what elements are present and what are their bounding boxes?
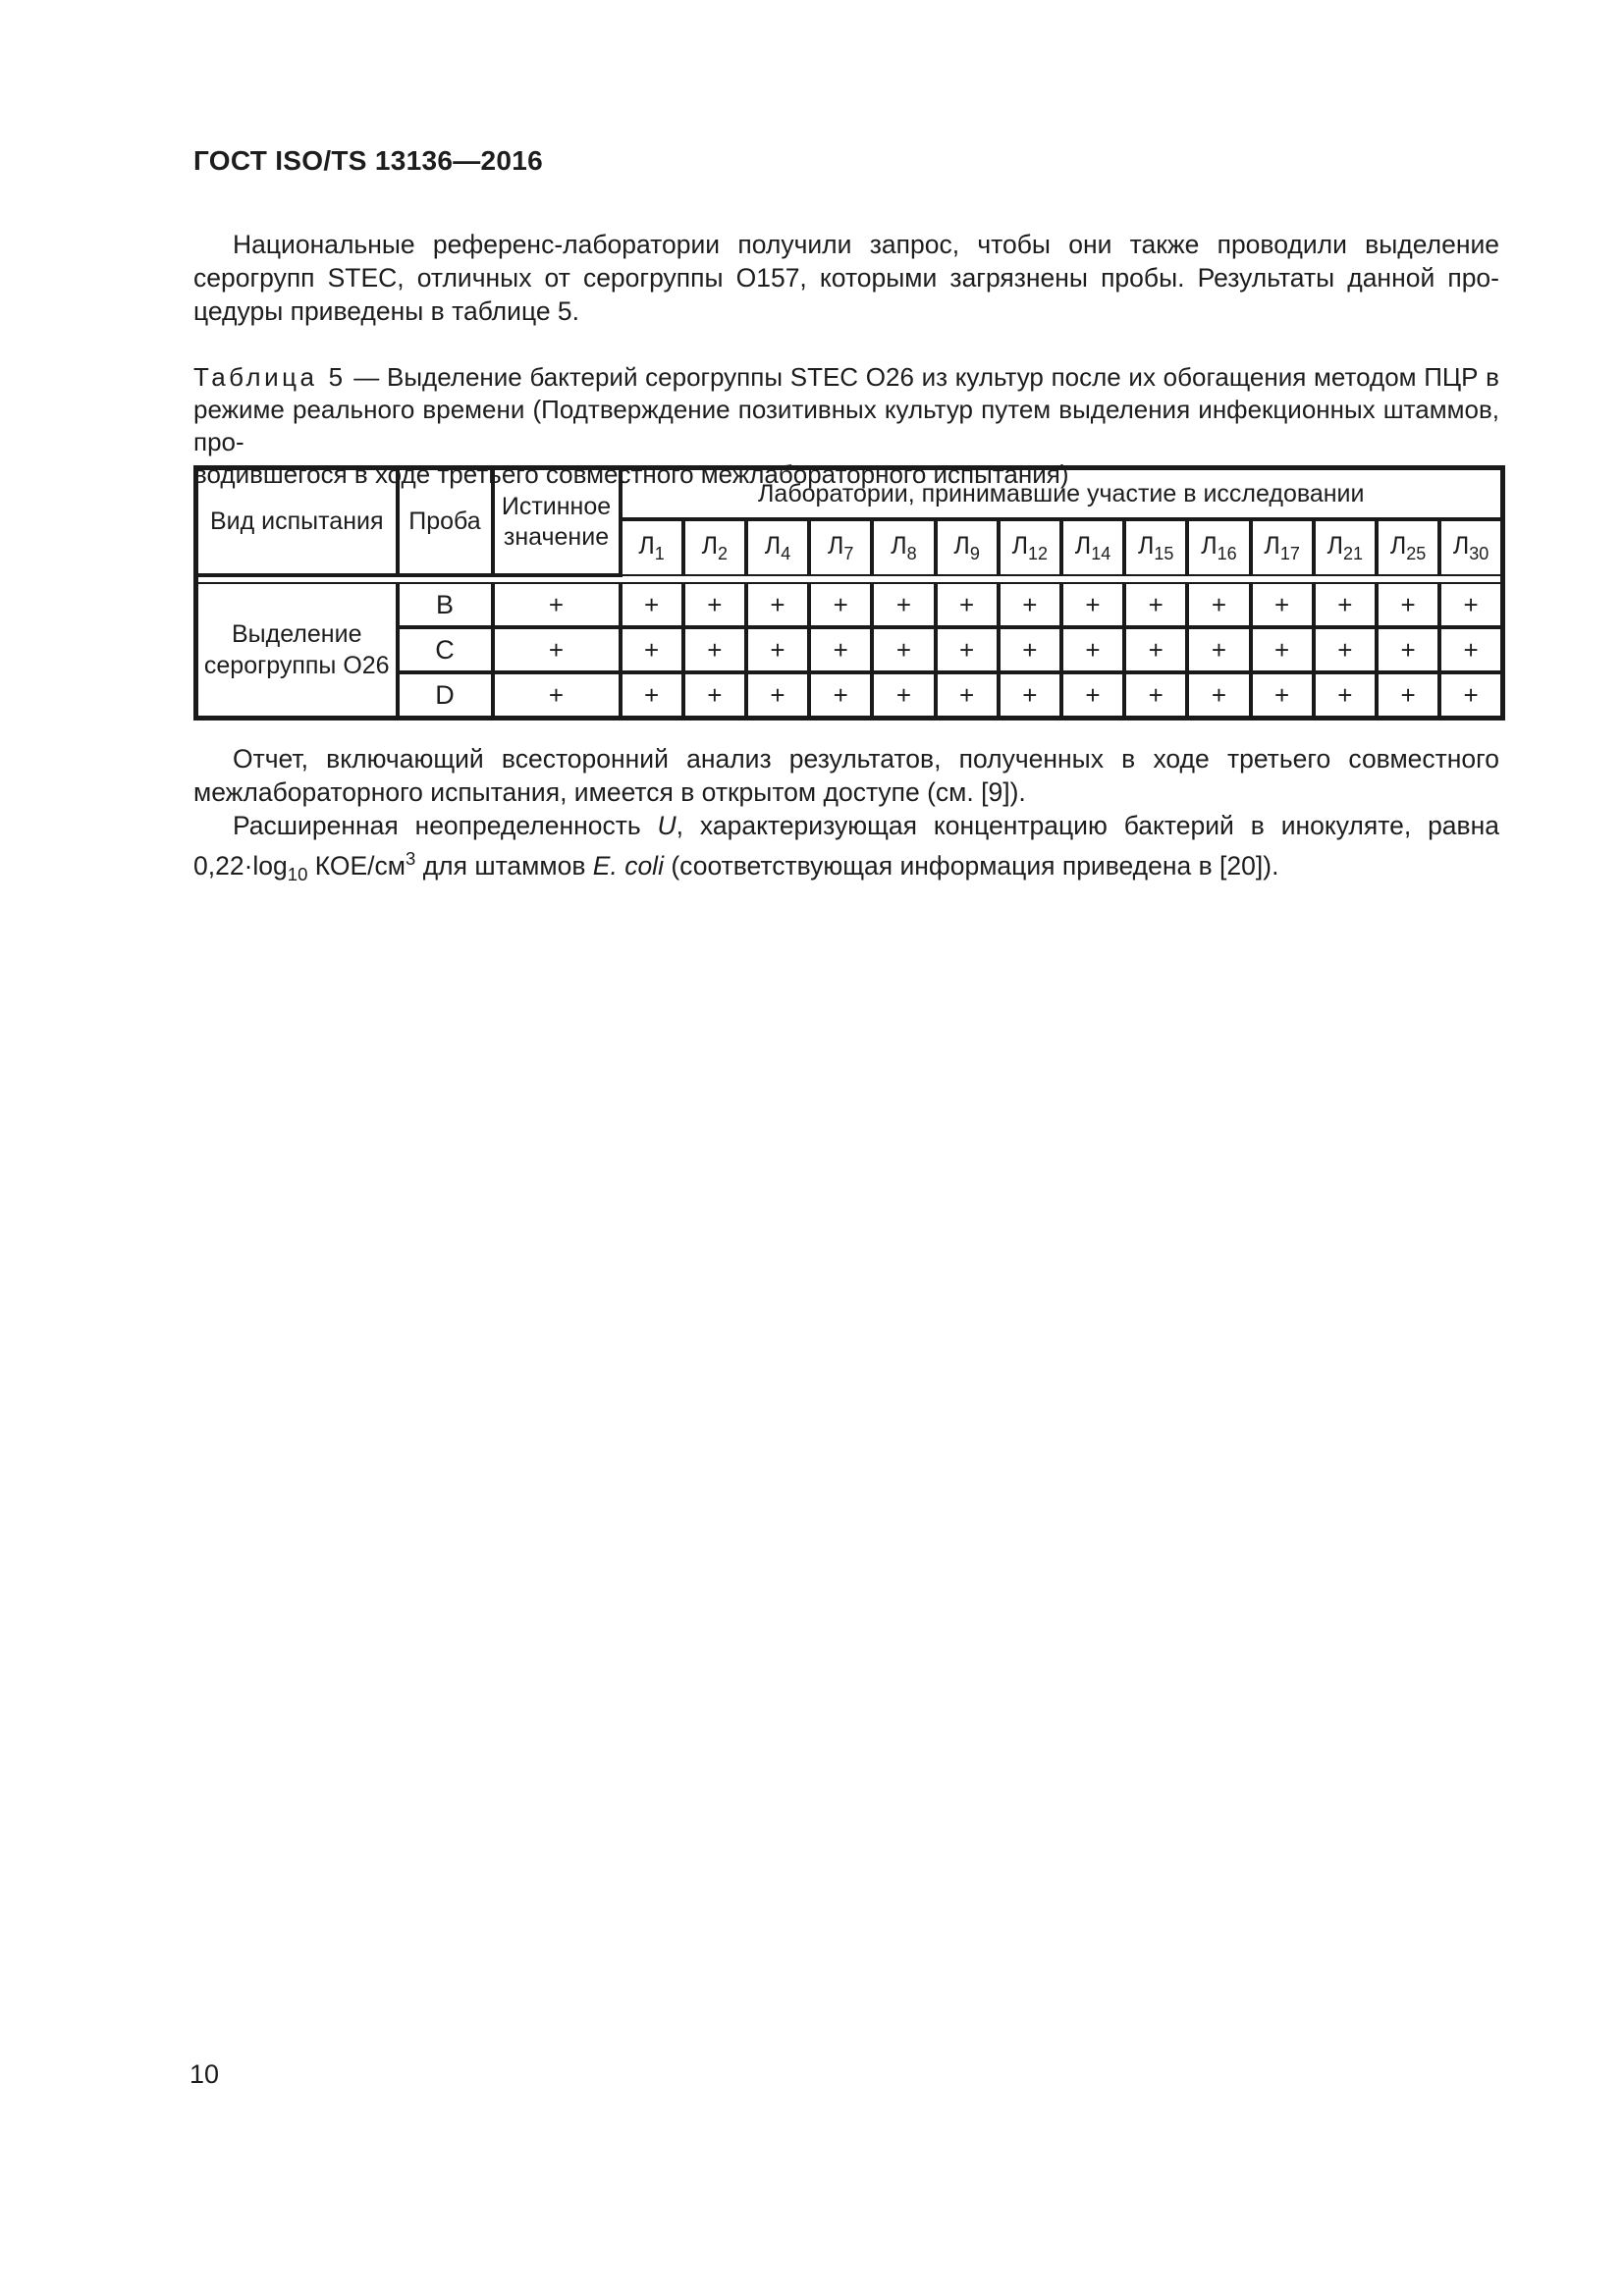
result-cell: + [1187,672,1250,719]
result-cell: + [621,627,683,672]
lab-index: 8 [906,543,917,563]
result-cell: + [1061,627,1124,672]
result-cell: + [936,627,999,672]
result-cell: + [936,583,999,627]
lab-column-header [683,519,746,575]
col-header-test-type: Вид испытания [196,468,398,576]
text-run: , характеризующая концентрацию бактерий в инокуляте, равна [676,811,1499,840]
result-cell: + [1377,627,1439,672]
lab-index: 15 [1154,543,1174,563]
labs-group-header: Лаборатории, принимавшие участие в исследовании [621,468,1503,520]
table-body [196,583,1503,719]
lab-index: 9 [969,543,980,563]
result-cell: + [872,627,935,672]
text-line [193,361,1499,394]
result-cell: + [1314,583,1377,627]
lab-index: 4 [781,543,791,563]
lab-column-header [936,519,999,575]
sample-cell: C [398,627,493,672]
lab-column-header [999,519,1061,575]
text-run: Отчет, включающий всесторонний анализ результатов, полученных в ходе третьего совместного [233,744,1499,774]
result-cell: + [1377,672,1439,719]
table-header-row-1 [196,468,1503,520]
paragraph-report [193,742,1499,809]
text-run: 3 [406,848,416,869]
lab-column-header [746,519,809,575]
text-line [193,228,1499,261]
lab-index: 30 [1469,543,1489,563]
result-cell: + [809,627,872,672]
paragraph-intro [193,228,1499,328]
lab-column-header [809,519,872,575]
text-run: Таблица 5 [193,362,347,392]
table-head [196,468,1503,584]
lab-index: 14 [1091,543,1111,563]
table-row [196,583,1503,627]
lab-letter: Л [828,531,844,560]
lab-letter: Л [764,531,782,560]
text-line [193,775,1499,809]
lab-column-header [621,519,683,575]
text-line [193,742,1499,775]
result-cell: + [1251,583,1314,627]
text-run: КОЕ/см [307,850,406,881]
col-header-true-value: Истинное значение [493,468,621,576]
text-run: цедуры приведены в таблице 5. [193,296,580,326]
result-cell: + [683,672,746,719]
result-cell: + [1314,627,1377,672]
text-line [193,394,1499,458]
result-cell: + [872,672,935,719]
lab-index: 7 [843,543,854,563]
result-cell: + [1124,672,1187,719]
lab-letter: Л [701,531,718,560]
result-cell: + [746,583,809,627]
sample-cell: B [398,583,493,627]
result-cell: + [999,627,1061,672]
result-cell: + [1251,672,1314,719]
result-cell: + [1124,627,1187,672]
page-number: 10 [189,2059,220,2089]
lab-column-header [872,519,935,575]
result-cell: + [683,583,746,627]
result-cell: + [1377,583,1439,627]
true-value-cell: + [493,672,621,719]
text-run: E. coli [592,850,664,881]
result-cell: + [936,672,999,719]
result-cell: + [621,672,683,719]
text-run: — Выделение бактерий серогруппы STEC O26 из культур после их обогащения методом ПЦР в [346,362,1499,392]
lab-index: 2 [718,543,729,563]
text-line [193,809,1499,842]
text-run: 0,22·log [193,850,288,881]
lab-column-header [1251,519,1314,575]
text-run: Расширенная неопределенность [233,811,658,840]
header-body-separator [196,575,1503,583]
text-run: (соответствующая информация приведена в [20]). [663,850,1279,881]
true-value-cell: + [493,583,621,627]
lab-column-header [1377,519,1439,575]
results-table [193,465,1505,721]
result-cell: + [1124,583,1187,627]
text-run: для штаммов [415,850,593,881]
result-cell: + [746,627,809,672]
result-cell: + [999,583,1061,627]
result-cell: + [1439,583,1502,627]
text-line [193,842,1499,891]
result-cell: + [1187,627,1250,672]
result-cell: + [1314,672,1377,719]
row-group-label: Выделение серогруппы O26 [196,583,398,719]
lab-index: 25 [1406,543,1427,563]
result-cell: + [1439,672,1502,719]
text-line [193,261,1499,294]
lab-letter: Л [953,531,970,560]
lab-column-header [1439,519,1502,575]
text-run: серогрупп STEC, отличных от серогруппы O157, которыми загрязнены пробы. Результаты данной про- [193,263,1499,293]
result-cell: + [1439,627,1502,672]
lab-letter: Л [638,531,655,560]
lab-index: 17 [1279,543,1300,563]
text-line [193,294,1499,328]
lab-index: 12 [1028,543,1049,563]
lab-index: 1 [654,543,665,563]
lab-index: 21 [1343,543,1364,563]
lab-index: 16 [1217,543,1237,563]
result-cell: + [809,583,872,627]
lab-letter: Л [891,531,907,560]
result-cell: + [872,583,935,627]
text-run: режиме реального времени (Подтверждение позитивных культур путем выделения инфекционных штаммов, про- [193,395,1499,456]
lab-column-header [1314,519,1377,575]
lab-letter: Л [1138,531,1155,560]
lab-letter: Л [1326,531,1344,560]
lab-letter: Л [1201,531,1218,560]
paragraph-uncertainty [193,809,1499,891]
lab-column-header [1124,519,1187,575]
result-cell: + [1061,583,1124,627]
document-header-title: ГОСТ ISO/TS 13136—2016 [193,145,544,176]
text-run: межлабораторного испытания, имеется в открытом доступе (см. [9]). [193,777,1026,807]
result-cell: + [999,672,1061,719]
text-run: 10 [287,864,308,885]
col-header-sample: Проба [398,468,493,576]
lab-letter: Л [1389,531,1407,560]
lab-column-header [1187,519,1250,575]
true-value-cell: + [493,627,621,672]
lab-letter: Л [1452,531,1470,560]
result-cell: + [1061,672,1124,719]
lab-column-header [1061,519,1124,575]
text-run: водившегося в ходе третьего совместного межлабораторного испытания) [193,459,1069,489]
result-cell: + [1187,583,1250,627]
result-cell: + [621,583,683,627]
lab-letter: Л [1264,531,1280,560]
result-cell: + [1251,627,1314,672]
result-cell: + [809,672,872,719]
text-run: U [657,811,677,840]
text-run: Национальные референс-лаборатории получили запрос, чтобы они также проводили выделение [233,230,1499,259]
lab-letter: Л [1011,531,1028,560]
sample-cell: D [398,672,493,719]
result-cell: + [683,627,746,672]
result-cell: + [746,672,809,719]
lab-letter: Л [1074,531,1092,560]
